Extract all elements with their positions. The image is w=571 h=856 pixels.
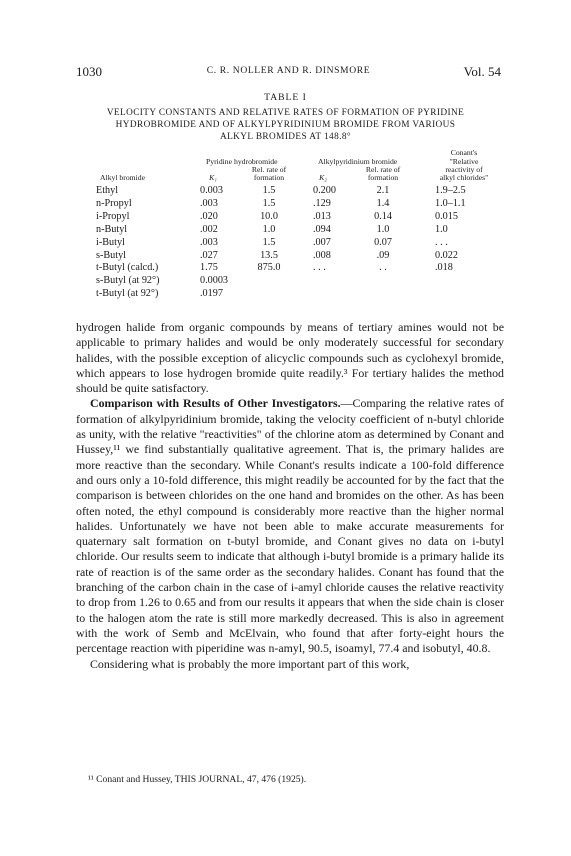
footnote: ¹¹ Conant and Hussey, THIS JOURNAL, 47, 476 (1925). bbox=[88, 774, 307, 785]
cell-alkyl-bromide: Ethyl bbox=[96, 185, 119, 196]
table-row bbox=[96, 250, 496, 263]
cell-k1: .003 bbox=[200, 197, 218, 209]
cell-k1: .027 bbox=[200, 249, 218, 261]
cell-alkyl-bromide: i-Propyl bbox=[96, 210, 130, 222]
cell-rel-rate-2: .09 bbox=[376, 249, 390, 261]
cell-k1: 0.003 bbox=[200, 185, 223, 196]
paragraph-3: Considering what is probably the more important part of this work, bbox=[90, 656, 410, 671]
table-row bbox=[96, 262, 496, 275]
paragraph-2 bbox=[76, 396, 504, 656]
volume-label: Vol. 54 bbox=[463, 64, 501, 79]
cell-k1: 0.0003 bbox=[200, 275, 229, 287]
cell-conant-reactivity: . . . bbox=[435, 236, 448, 248]
header-pyridine-hydrobromide: Pyridine hydrobromide bbox=[206, 157, 278, 166]
cell-k1: .020 bbox=[200, 210, 218, 222]
cell-k1: 1.75 bbox=[200, 262, 218, 274]
header-alkyl-bromide: Alkyl bromide bbox=[100, 173, 146, 182]
page-number: 1030 bbox=[76, 64, 102, 79]
table-row bbox=[96, 237, 496, 250]
cell-rel-rate-1: 13.5 bbox=[260, 249, 278, 261]
cell-k2: .094 bbox=[313, 223, 331, 235]
header-conants-3: reactivity of bbox=[445, 165, 483, 174]
table-row bbox=[96, 211, 496, 224]
cell-alkyl-bromide: s-Butyl (at 92°) bbox=[96, 275, 160, 287]
header-conants-1: Conant's bbox=[450, 148, 478, 157]
header-conants-2: "Relative bbox=[449, 157, 479, 166]
cell-alkyl-bromide: t-Butyl (at 92°) bbox=[96, 288, 159, 300]
header-alkylpyridinium-bromide: Alkylpyridinium bromide bbox=[318, 157, 398, 166]
cell-k2: .008 bbox=[313, 249, 331, 261]
header-conants-4: alkyl chlorides" bbox=[439, 173, 489, 182]
header-rel-rate-1b: formation bbox=[253, 173, 285, 182]
cell-alkyl-bromide: n-Butyl bbox=[96, 223, 128, 235]
paragraph-2-text: —Comparing the relative rates of formation of alkylpyridinium bromide, taking the velocity coefficient of n-butyl chloride as unity, with the relative "reactivities" of the chlorine atom as determined by Conant and Hussey,¹¹ we find substantially qualitative agreement. That is, the primary halides are more reactive than the secondary. While Conant's results indicate a 100-fold difference and ours only a 10-fold difference, this might readily be accounted for by the fact that the comparison is between chlorides on the one hand and bromides on the other. As has been often noted, the ethyl compound is considerably more reactive than the higher normal halides. Unfortunately we have not been able to make accurate measurements for quaternary salt formation on t-butyl bromide, and Conant gives no data on i-butyl chloride. Our results seem to indicate that although i-butyl bromide is a primary halide its rate of reaction is of the same order as the secondary halides. Conant has found that the branching of the carbon chain in the case of i-amyl chloride causes the relative reactivity to drop from 1.26 to 0.65 and from our results it appears that when the side chain is closer to the halogen atom the rate is still more markedly decreased. This is also in agreement with the work of Semb and McElvain, who found that after forty-eight hours the percentage reaction with piperidine was n-amyl, 90.5, isoamyl, 77.4 and isobutyl, 40.8. bbox=[76, 396, 504, 656]
section-heading: Comparison with Results of Other Investigators. bbox=[90, 396, 341, 411]
running-authors: C. R. NOLLER AND R. DINSMORE bbox=[206, 65, 371, 76]
cell-alkyl-bromide: s-Butyl bbox=[96, 249, 127, 261]
cell-k2: .007 bbox=[313, 236, 331, 248]
table-caption-line-3: ALKYL BROMIDES AT 148.8° bbox=[219, 132, 352, 142]
cell-rel-rate-2: 2.1 bbox=[376, 185, 390, 196]
cell-rel-rate-2: 0.14 bbox=[374, 210, 392, 222]
cell-rel-rate-2: . . bbox=[379, 262, 387, 274]
cell-rel-rate-2: 0.07 bbox=[374, 236, 392, 248]
cell-rel-rate-1: 875.0 bbox=[257, 262, 281, 274]
cell-k1: .0197 bbox=[200, 288, 223, 300]
cell-rel-rate-1: 1.5 bbox=[262, 197, 276, 209]
cell-rel-rate-1: 1.5 bbox=[262, 185, 276, 196]
cell-conant-reactivity: 0.015 bbox=[435, 210, 458, 222]
cell-k1: .002 bbox=[200, 223, 218, 235]
header-k1: K₁ bbox=[209, 173, 217, 182]
cell-k2: .013 bbox=[313, 210, 331, 222]
header-rel-rate-2b: formation bbox=[367, 173, 399, 182]
table-row bbox=[96, 288, 496, 301]
cell-alkyl-bromide: i-Butyl bbox=[96, 236, 125, 248]
cell-alkyl-bromide: t-Butyl (calcd.) bbox=[96, 262, 159, 274]
cell-k2: 0.200 bbox=[313, 185, 336, 196]
table-row bbox=[96, 275, 496, 288]
cell-conant-reactivity: 1.0–1.1 bbox=[435, 197, 466, 209]
cell-k2: .129 bbox=[313, 197, 331, 209]
cell-rel-rate-1: 1.5 bbox=[262, 236, 276, 248]
table-caption-line-2: HYDROBROMIDE AND OF ALKYLPYRIDINIUM BROMIDE FROM VARIOUS bbox=[115, 120, 456, 130]
table-caption-line-1: VELOCITY CONSTANTS AND RELATIVE RATES OF FORMATION OF PYRIDINE bbox=[106, 108, 465, 118]
table-row bbox=[96, 185, 496, 198]
table-label: TABLE I bbox=[264, 92, 307, 103]
header-rel-rate-1a: Rel. rate of bbox=[251, 165, 287, 174]
cell-rel-rate-2: 1.0 bbox=[376, 223, 390, 235]
cell-conant-reactivity: 1.9–2.5 bbox=[435, 185, 466, 196]
cell-k1: .003 bbox=[200, 236, 218, 248]
body-text bbox=[76, 320, 504, 672]
cell-rel-rate-1: 1.0 bbox=[262, 223, 276, 235]
header-rel-rate-2a: Rel. rate of bbox=[365, 165, 401, 174]
cell-rel-rate-2: 1.4 bbox=[376, 197, 390, 209]
paragraph-1: hydrogen halide from organic compounds by means of tertiary amines would not be applicable to primary halides and would be only moderately successful for secondary halides, with the possible exception of alicyclic compounds such as cyclohexyl bromide, which appears to lose hydrogen bromide quite readily.³ For tertiary halides the method should be quite satisfactory. bbox=[76, 320, 504, 396]
cell-conant-reactivity: 0.022 bbox=[435, 249, 458, 261]
header-k2: K₂ bbox=[319, 173, 327, 182]
table-row bbox=[96, 224, 496, 237]
cell-conant-reactivity: .018 bbox=[435, 262, 453, 274]
cell-alkyl-bromide: n-Propyl bbox=[96, 197, 132, 209]
cell-conant-reactivity: 1.0 bbox=[435, 223, 448, 235]
cell-rel-rate-1: 10.0 bbox=[260, 210, 278, 222]
cell-k2: . . . bbox=[313, 262, 326, 274]
running-header bbox=[76, 64, 501, 80]
table-row bbox=[96, 198, 496, 211]
